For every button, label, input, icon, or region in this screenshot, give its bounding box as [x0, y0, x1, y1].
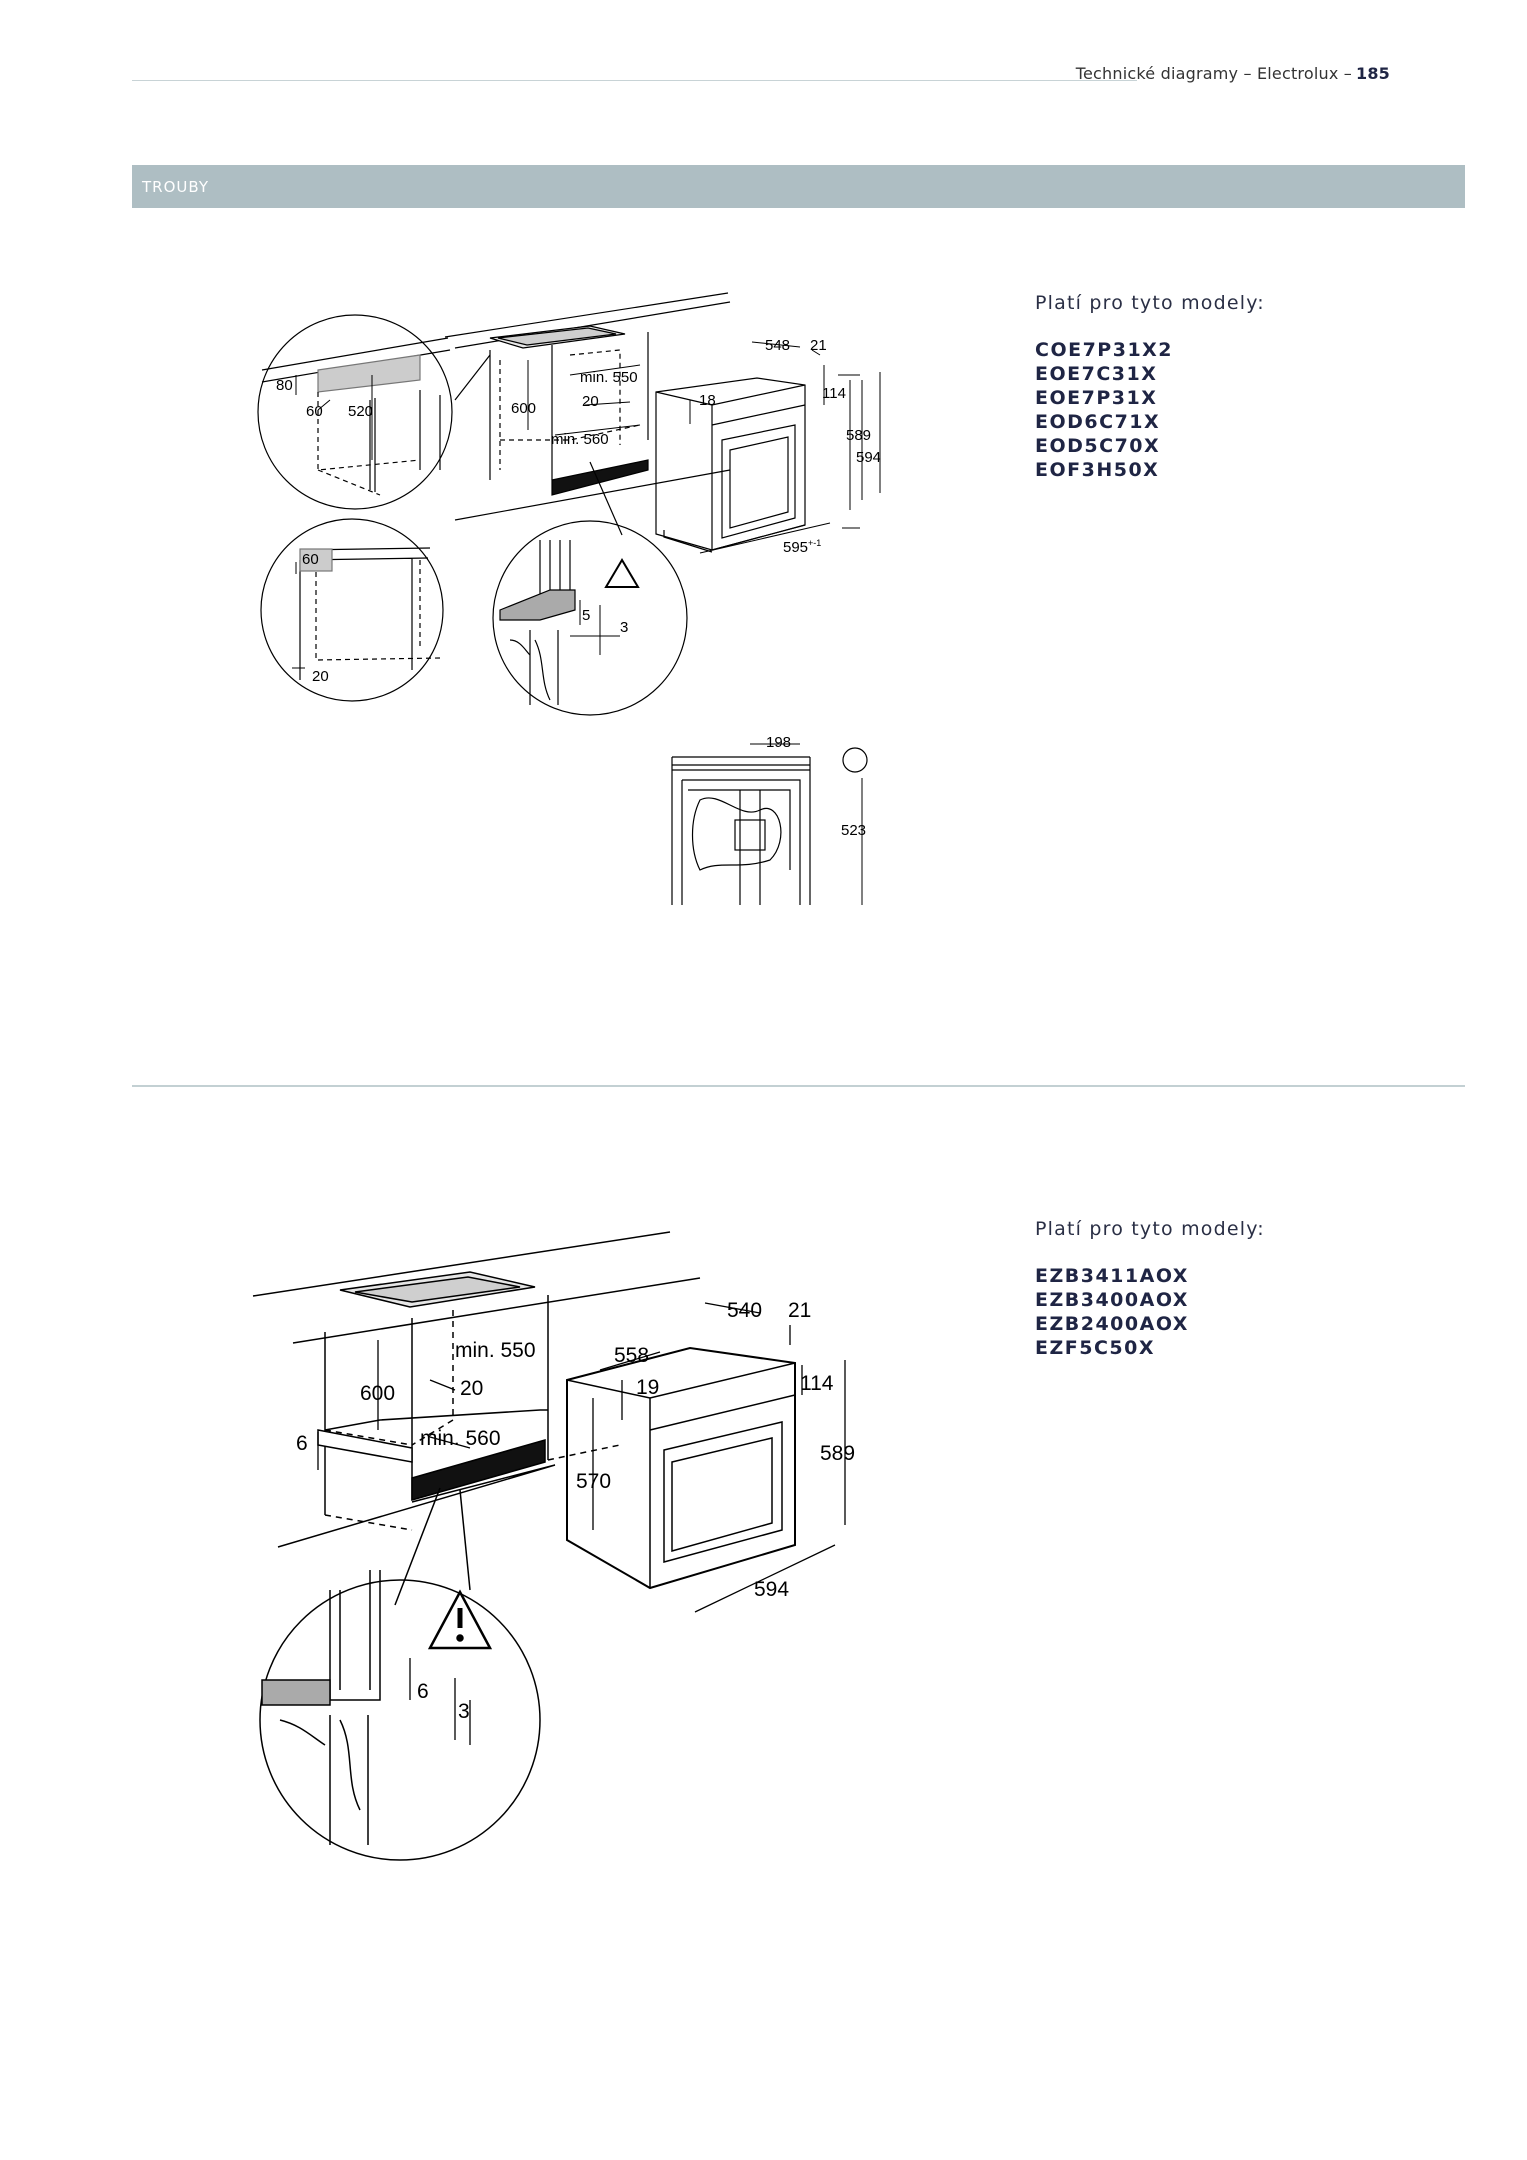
dim-60-rear: 60	[302, 551, 319, 568]
dim-19: 19	[636, 1376, 660, 1399]
dim-523: 523	[841, 822, 867, 839]
dim-594: 594	[856, 449, 882, 466]
model-name: EZB3400AOX	[1035, 1289, 1189, 1311]
dim-min-560: min. 560	[551, 431, 609, 448]
model-name: EOF3H50X	[1035, 459, 1160, 481]
dim-min-550: min. 550	[455, 1339, 536, 1362]
dim-570: 570	[576, 1470, 612, 1493]
dim-594: 594	[754, 1578, 790, 1601]
dim-min-560: min. 560	[420, 1427, 501, 1450]
oven-body-2	[567, 1348, 795, 1588]
dim-60: 60	[306, 403, 323, 420]
models-intro: Platí pro tyto modely:	[1035, 292, 1265, 314]
models-intro: Platí pro tyto modely:	[1035, 1218, 1265, 1240]
dim-min-550: min. 550	[580, 369, 638, 386]
dim-589: 589	[846, 427, 872, 444]
dim-21: 21	[810, 337, 827, 354]
dim-80: 80	[276, 377, 293, 394]
dim-595: $595^{+-1}$	[783, 538, 822, 556]
dim-18: 18	[699, 392, 716, 409]
dim-20: 20	[582, 393, 599, 410]
dim-3: 3	[620, 619, 629, 636]
model-name: COE7P31X2	[1035, 339, 1174, 361]
dim-20-rear: 20	[312, 668, 329, 685]
model-name: EOD5C70X	[1035, 435, 1161, 457]
dim-558: 558	[614, 1344, 650, 1367]
detail-circle-plinth	[260, 1580, 540, 1860]
dim-5: 5	[582, 607, 591, 624]
dim-6: 6	[296, 1432, 308, 1455]
model-name: EZB3411AOX	[1035, 1265, 1189, 1287]
dim-20: 20	[460, 1377, 484, 1400]
model-name: EOE7C31X	[1035, 363, 1158, 385]
running-title: Technické diagramy – Electrolux –	[1075, 64, 1352, 83]
model-name: EZB2400AOX	[1035, 1313, 1189, 1335]
dim-198: 198	[766, 734, 792, 751]
dim-6-plinth: 6	[417, 1680, 429, 1703]
section-title: TROUBY	[142, 178, 210, 196]
dim-589: 589	[820, 1442, 856, 1465]
dim-3: 3	[458, 1700, 470, 1723]
dim-548: 548	[765, 337, 791, 354]
page-number: 185	[1356, 64, 1390, 83]
dim-21: 21	[788, 1299, 812, 1322]
model-name: EOD6C71X	[1035, 411, 1161, 433]
dim-540: 540	[727, 1299, 763, 1322]
dim-600: 600	[360, 1382, 396, 1405]
dim-114: 114	[822, 385, 846, 402]
model-name: EZF5C50X	[1035, 1337, 1155, 1359]
dim-114: 114	[800, 1372, 834, 1395]
model-name: EOE7P31X	[1035, 387, 1158, 409]
dim-520: 520	[348, 403, 374, 420]
dim-600: 600	[511, 400, 537, 417]
